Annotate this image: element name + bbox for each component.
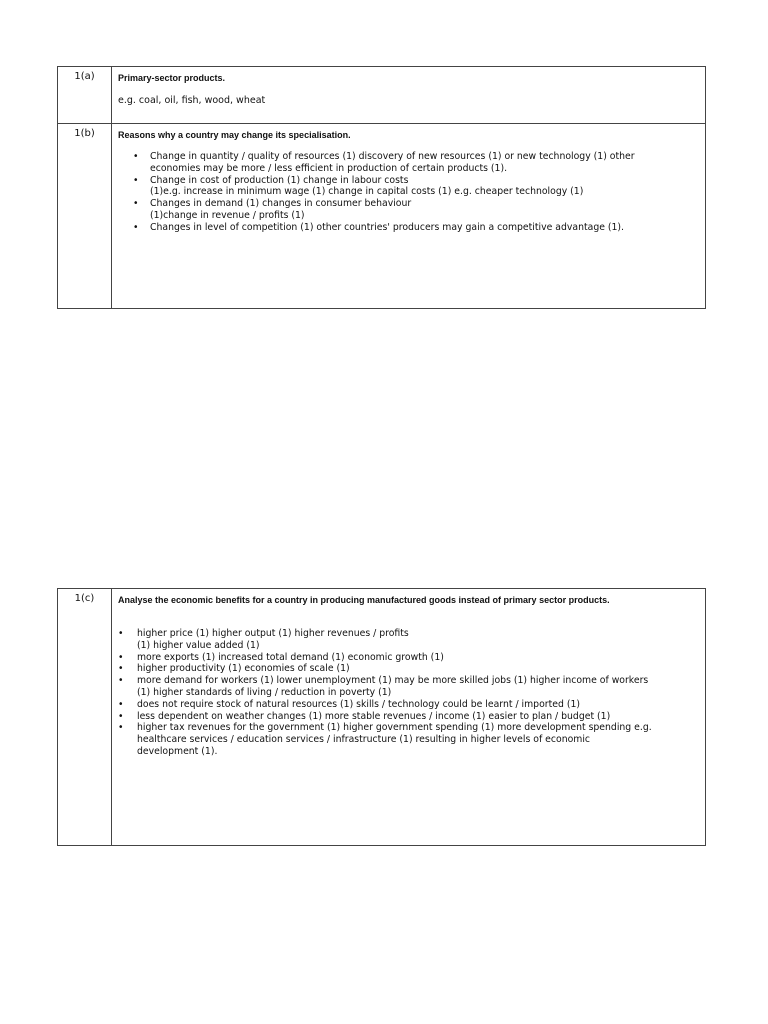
answer-text: e.g. coal, oil, fish, wood, wheat — [118, 95, 266, 106]
list-item: • more demand for workers (1) lower unemployment (1) may be more skilled jobs (1) higher income of workers (1) higher standards of living / reduction in poverty (1) — [118, 675, 699, 699]
list-item: • more exports (1) increased total demand (1) economic growth (1) — [118, 652, 699, 664]
list-item: • higher tax revenues for the government (1) higher government spending (1) more development spending e.g. healthcare services / education services / infrastructure (1) resulting in higher levels of economic development (1). — [118, 722, 699, 757]
answer-bullet-list — [118, 628, 699, 758]
row-1b — [58, 123, 705, 308]
row-1c — [58, 589, 705, 845]
answer-cell — [112, 589, 705, 845]
list-item: • Change in quantity / quality of resources (1) discovery of new resources (1) or new technology (1) other economies may be more / less efficient in production of certain products (1). — [118, 151, 699, 175]
list-item: • does not require stock of natural resources (1) skills / technology could be learnt / imported (1) — [118, 699, 699, 711]
answer-bullet-list — [118, 151, 699, 234]
question-number: 1(b) — [58, 124, 112, 308]
answer-cell — [112, 124, 705, 308]
list-item: • Changes in level of competition (1) other countries' producers may gain a competitive advantage (1). — [118, 222, 699, 234]
list-item: • higher productivity (1) economies of scale (1) — [118, 663, 699, 675]
question-number: 1(c) — [58, 589, 112, 845]
question-heading: Analyse the economic benefits for a country in producing manufactured goods instead of primary sector products. — [118, 595, 610, 605]
list-item: • Change in cost of production (1) change in labour costs (1)e.g. increase in minimum wage (1) change in capital costs (1) e.g. cheaper technology (1) — [118, 175, 699, 199]
question-heading: Reasons why a country may change its specialisation. — [118, 130, 351, 140]
row-1a — [58, 67, 705, 123]
question-number: 1(a) — [58, 67, 112, 123]
list-item: • Changes in demand (1) changes in consumer behaviour (1)change in revenue / profits (1) — [118, 198, 699, 222]
mark-scheme-table-1 — [57, 66, 706, 309]
answer-cell — [112, 67, 705, 123]
question-heading: Primary-sector products. — [118, 73, 226, 83]
mark-scheme-table-2 — [57, 588, 706, 846]
list-item: • less dependent on weather changes (1) more stable revenues / income (1) easier to plan / budget (1) — [118, 711, 699, 723]
list-item: • higher price (1) higher output (1) higher revenues / profits (1) higher value added (1) — [118, 628, 699, 652]
